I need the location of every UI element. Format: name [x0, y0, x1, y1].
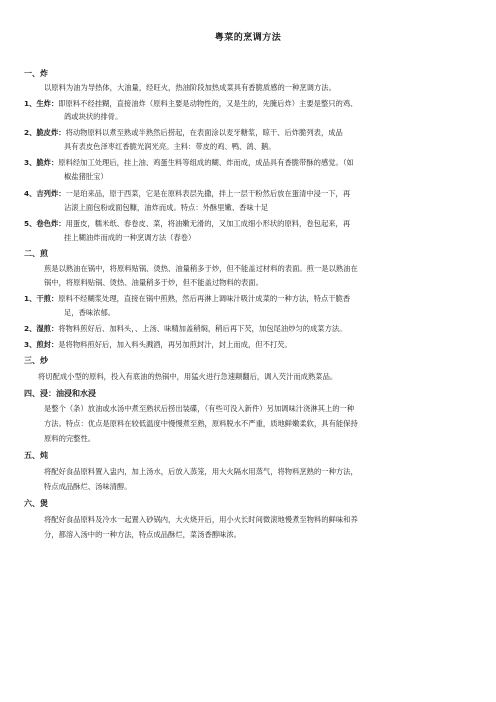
section-text-slow-cook: 将配好食品原料及冷水一起置入砂锅内，大火烧开后，用小火长时间微滚地慢煮至物料的鲜味和养 [44, 515, 358, 524]
item-label: 2、脆皮炸： [24, 128, 66, 137]
section-text-poach-2: 方法。特点：优点是原料在较低温度中慢慢煮至熟，原料脱水不严重，质地鲜嫩柔软，具有能保持 [44, 419, 358, 428]
section-heading-slow-cook: 六、煲 [24, 499, 48, 508]
section-heading-fry: 一、炸 [24, 69, 48, 78]
item-continuation: 鸽或块状的排骨。 [64, 112, 123, 121]
item-label: 2、湿煎： [24, 324, 59, 333]
section-heading-stir-fry: 三、炒 [24, 356, 48, 365]
item-text: 一是珀来品，原于西菜，它是在原料表层先撒，拌上一层干粉然后放在蛋清中浸一下，再 [65, 189, 351, 198]
list-item [24, 128, 343, 138]
item-text: 即原料不经挂糊，直接油炸（原料主要是动物性的，又是生的，先腌后炸）主要是整只的鸡、 [58, 99, 358, 108]
item-text: 将物料煎好后、加料头，、上汤、味精加盖稍焖，稍后再下芡，加包尾油炒匀的成菜方法。 [58, 324, 347, 333]
page-title: 粤菜的烹调方法 [214, 33, 282, 43]
item-label: 1、干煎： [24, 294, 59, 303]
section-text-poach-3: 原料的完整性。 [44, 434, 96, 443]
list-item [24, 158, 354, 168]
section-heading-poach: 四、浸：油浸和水浸 [24, 389, 96, 398]
item-label: 5、卷色炸： [24, 219, 66, 228]
section-text-stew: 将配好食品原料置入盅内，加上汤水，后放入蒸笼，用大火隔水用蒸气，将物料烹熟的一种方法， [44, 467, 358, 476]
item-continuation: 沾滚上面包粉或面包糠，油炸而成。特点：外酥里嫩、香味十足 [64, 203, 269, 212]
list-item [24, 340, 292, 350]
item-text: 用蛋皮，糯米纸、春卷皮、菜，将油嫩无滑的，又加工成细小形状的原料，卷包起来，再 [65, 219, 351, 228]
item-continuation: 具有表皮色泽枣红香脆光润光亮。主料：带皮的鸡、鸭、鸽、鹅。 [64, 142, 276, 151]
section-heading-stew: 五、炖 [24, 451, 48, 460]
item-label: 1、生炸： [24, 99, 59, 108]
item-label: 3、脆炸： [24, 158, 59, 167]
section-intro-fry: 以原料为油为导热体，大油量，经旺火，热油阶段加热成菜具有香脆质感的一种烹调方法。 [44, 83, 336, 92]
list-item [24, 324, 347, 334]
item-text: 将动物原料以煮至熟或半熟然后捞起，在表面涂以麦牙糖浆，晾干、后炸脆列表，成品 [65, 128, 343, 137]
section-intro-pan-fry-cont: 锅中，将原料贴锅、烫热、油量稍多于炒，但不能盖过物料的表面。 [44, 278, 263, 287]
section-text-stew-2: 特点成品酥烂、汤味清醇。 [44, 482, 132, 491]
item-continuation: 椒盐猪肚宝） [64, 172, 108, 181]
item-text: 原料经加工处理后，挂上油、鸡蛋生料等组成的糊、炸而成，成品具有香脆带酥的感觉。（如 [58, 158, 354, 167]
section-text-stir-fry: 将切配成小型的原料，投入有底油的热锅中，用猛火进行急速颠翻后，调入芡汁而成熟菜品。 [38, 372, 338, 381]
item-label: 3、煎封： [24, 340, 59, 349]
section-intro-pan-fry: 煎是以熟油在锅中，将原料贴锅、烫热、油量稍多于炒，但不能盖过材料的表面。煎一是以熟油在 [44, 264, 358, 273]
item-text: 是将物料煎好后，加入料头溅酒，再另加煎封汁，封上而成，但不打芡。 [58, 340, 292, 349]
list-item [24, 219, 350, 229]
item-label: 4、吉列炸： [24, 189, 66, 198]
list-item [24, 294, 350, 304]
section-heading-pan-fry: 二、煎 [24, 249, 48, 258]
item-text: 原料不经糊浆处理，直接在锅中煎熟，然后再淋上调味汁吸汁成菜的一种方法，特点干脆香 [58, 294, 351, 303]
list-item [24, 99, 357, 109]
item-continuation: 挂上糊油炸而成的一种烹调方法（春卷） [64, 233, 196, 242]
section-text-poach: 是整个（条）放油或水汤中煮至熟状后捞出装碟，（有些可没入新件）另加调味汁浇淋其上的一种 [44, 404, 355, 413]
list-item [24, 189, 350, 199]
section-text-slow-cook-2: 分，都溶入汤中的一种方法，特点成品酥烂，菜汤香醇味浓。 [44, 530, 242, 539]
item-continuation: 足，香味浓郁。 [64, 308, 116, 317]
